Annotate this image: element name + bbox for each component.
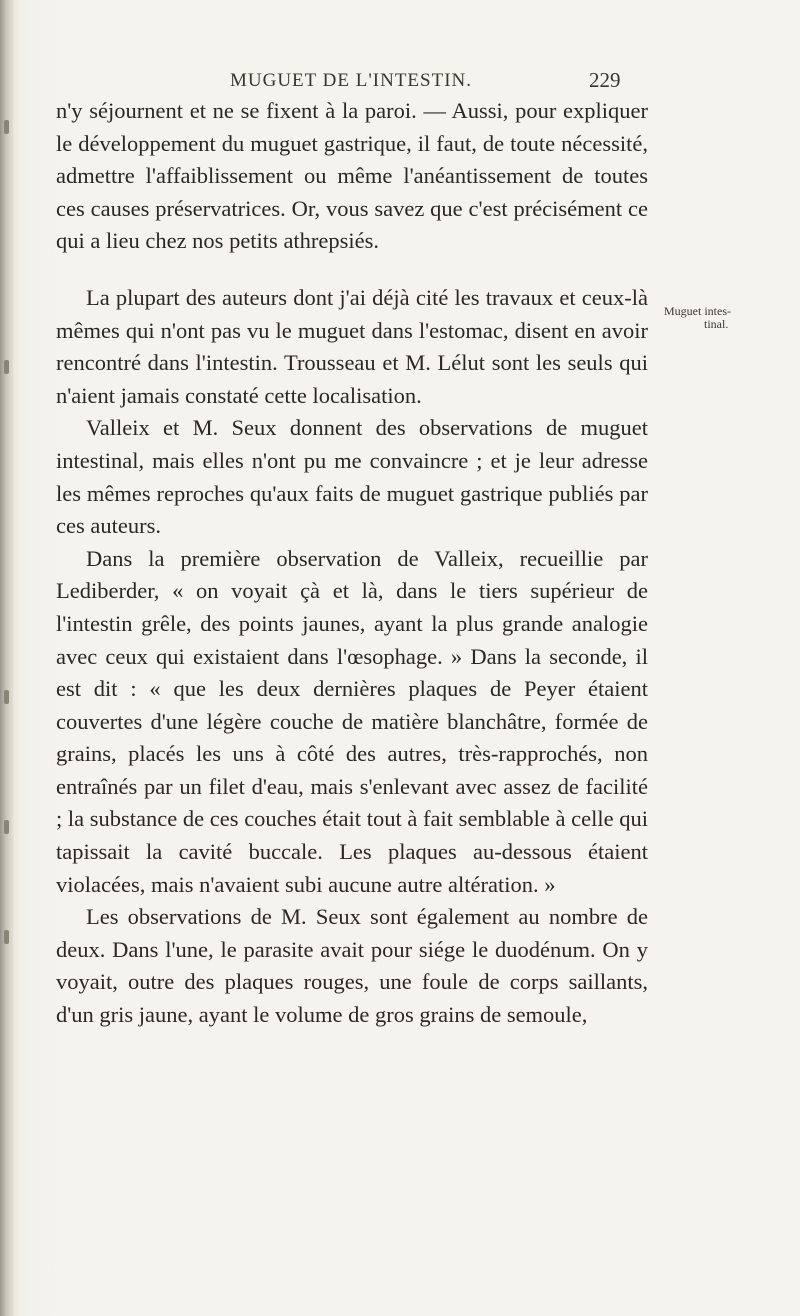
- margin-note-line: Muguet intes-: [664, 304, 731, 318]
- paragraph: n'y séjournent et ne se fixent à la paroi. — Aussi, pour expliquer le développement du muguet gastrique, il faut, de toute nécessité, admettre l'affaiblissement ou même l'anéantissement de toutes ces causes préservatrices. Or, vous savez que c'est précisément ce qui a lieu chez nos petits athrepsiés.: [56, 98, 648, 254]
- page-number: 229: [589, 68, 621, 92]
- binding-stitch: [4, 120, 9, 134]
- running-title: MUGUET DE L'INTESTIN.: [230, 70, 473, 91]
- book-binding-edge: [0, 0, 14, 1316]
- margin-note-line: tinal.: [704, 317, 729, 331]
- margin-note: [664, 305, 794, 331]
- paragraph: Dans la première observation de Valleix, recueillie par Lediberder, « on voyait çà et là, dans le tiers supérieur de l'intestin grêle, des points jaunes, ayant la plus grande analogie avec ceux qui existaient dans l'œsophage. » Dans la seconde, il est dit : « que les deux dernières plaques de Peyer étaient couvertes d'une légère couche de matière blanchâtre, formée de grains, placés les uns à côté des autres, très-rapprochés, non entraînés par un filet d'eau, mais s'enlevant avec assez de facilité ; la substance de ces couches était tout à fait semblable à celle qui tapissait la cavité buccale. Les plaques au-dessous étaient violacées, mais n'avaient subi aucune autre altération. »: [56, 545, 648, 897]
- paragraph: Valleix et M. Seux donnent des observations de muguet intestinal, mais elles n'ont pu me convaincre ; et je leur adresse les mêmes reproches qu'aux faits de muguet gastrique publiés par ces auteurs.: [56, 415, 648, 539]
- paragraph: Les observations de M. Seux sont également au nombre de deux. Dans l'une, le parasite avait pour siége le duodénum. On y voyait, outre des plaques rouges, une foule de corps saillants, d'un gris jaune, ayant le volume de gros grains de semoule,: [56, 904, 648, 1028]
- paragraph: La plupart des auteurs dont j'ai déjà cité les travaux et ceux-là mêmes qui n'ont pas vu le muguet dans l'estomac, disent en avoir rencontré dans l'intestin. Trousseau et M. Lélut sont les seuls qui n'aient jamais constaté cette localisation.: [56, 284, 648, 408]
- body-text: [56, 95, 648, 1032]
- binding-stitch: [4, 930, 9, 944]
- binding-stitch: [4, 690, 9, 704]
- binding-stitch: [4, 360, 9, 374]
- binding-stitch: [4, 820, 9, 834]
